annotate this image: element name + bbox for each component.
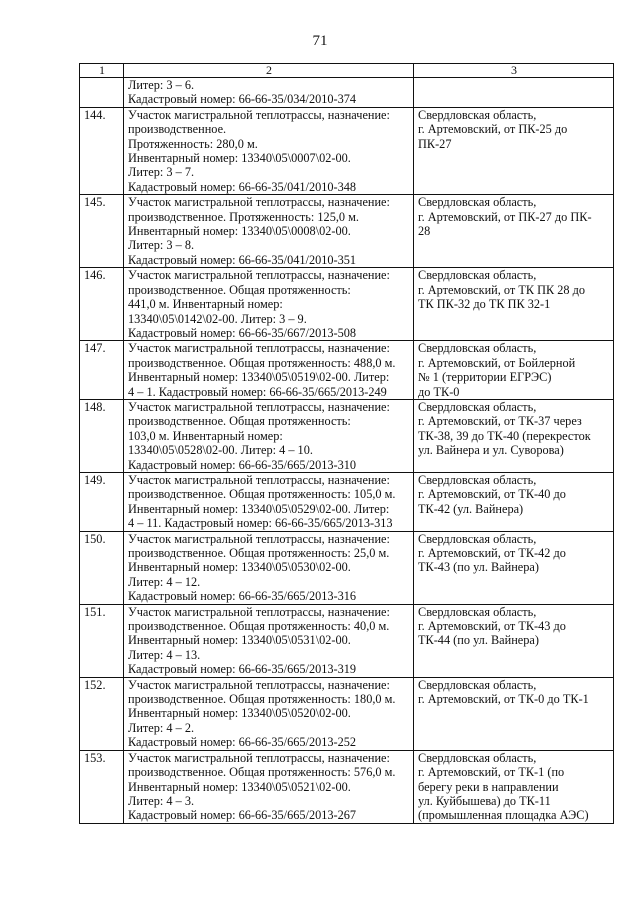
description-line: Литер: 4 – 13. <box>128 647 201 662</box>
description-line: Инвентарный номер: 13340\05\0530\02-00. <box>128 560 351 575</box>
object-location <box>414 399 614 472</box>
description-line: Инвентарный номер: 13340\05\0520\02-00. <box>128 706 351 721</box>
object-location <box>414 78 614 108</box>
description-line: 13340\05\0142\02-00. Литер: 3 – 9. <box>128 311 307 326</box>
description-line: производственное. Протяженность: 125,0 м. <box>128 209 359 224</box>
description-line: Литер: 4 – 3. <box>128 793 195 808</box>
table-row <box>80 472 614 531</box>
description-line: производственное. Общая протяженность: 180,0 м. <box>128 692 396 707</box>
object-location <box>414 472 614 531</box>
table-row <box>80 195 614 268</box>
object-location <box>414 531 614 604</box>
row-number: 144. <box>80 107 124 194</box>
object-location <box>414 750 614 823</box>
row-number: 151. <box>80 604 124 677</box>
description-line: производственное. <box>128 122 227 137</box>
description-line: Участок магистральной теплотрассы, назначение: <box>128 195 390 210</box>
location-line: ТК-38, 39 до ТК-40 (перекресток <box>418 428 591 443</box>
location-line: г. Артемовский, от Бойлерной <box>418 355 576 370</box>
object-location <box>414 677 614 750</box>
row-number: 146. <box>80 268 124 341</box>
location-line: № 1 (территории ЕГРЭС) <box>418 370 552 385</box>
object-location <box>414 107 614 194</box>
row-number: 147. <box>80 341 124 400</box>
table-row <box>80 268 614 341</box>
description-line: производственное. Общая протяженность: 576,0 м. <box>128 765 396 780</box>
location-line: Свердловская область, <box>418 195 537 210</box>
object-description <box>124 472 414 531</box>
column-header-location: 3 <box>414 64 614 78</box>
location-line: ПК-27 <box>418 136 452 151</box>
description-line: Литер: 4 – 12. <box>128 574 201 589</box>
description-line: Инвентарный номер: 13340\05\0529\02-00. Литер: <box>128 501 390 516</box>
row-number <box>80 78 124 108</box>
description-line: Литер: 3 – 8. <box>128 238 195 253</box>
location-line: (промышленная площадка АЭС) <box>418 808 589 823</box>
description-line: производственное. Общая протяженность: <box>128 282 351 297</box>
row-number: 150. <box>80 531 124 604</box>
description-line: 103,0 м. Инвентарный номер: <box>128 428 283 443</box>
object-description <box>124 78 414 108</box>
table-row <box>80 750 614 823</box>
description-line: Инвентарный номер: 13340\05\0519\02-00. Литер: <box>128 370 390 385</box>
location-line: Свердловская область, <box>418 677 537 692</box>
table-row <box>80 399 614 472</box>
description-line: Кадастровый номер: 66-66-35/667/2013-508 <box>128 325 357 340</box>
object-description <box>124 531 414 604</box>
row-number: 149. <box>80 472 124 531</box>
object-description <box>124 107 414 194</box>
location-line: г. Артемовский, от ПК-27 до ПК- <box>418 209 592 224</box>
object-location <box>414 195 614 268</box>
description-line: Литер: 4 – 2. <box>128 720 195 735</box>
column-header-description: 2 <box>124 64 414 78</box>
location-line: Свердловская область, <box>418 107 537 122</box>
description-line: производственное. Общая протяженность: 25,0 м. <box>128 546 390 560</box>
object-description <box>124 750 414 823</box>
location-line: ТК-42 (ул. Вайнера) <box>418 501 524 516</box>
row-number: 145. <box>80 195 124 268</box>
object-description <box>124 677 414 750</box>
description-line: производственное. Общая протяженность: 40,0 м. <box>128 619 390 634</box>
description-line: Участок магистральной теплотрассы, назначение: <box>128 750 390 765</box>
object-location <box>414 341 614 400</box>
location-line: г. Артемовский, от ТК-0 до ТК-1 <box>418 692 589 707</box>
table-row <box>80 78 614 108</box>
object-description <box>124 604 414 677</box>
description-line: Кадастровый номер: 66-66-35/034/2010-374 <box>128 92 357 107</box>
description-line: производственное. Общая протяженность: 488,0 м. <box>128 355 396 370</box>
description-line: Кадастровый номер: 66-66-35/041/2010-351 <box>128 252 357 267</box>
location-line: г. Артемовский, от ТК-43 до <box>418 619 566 634</box>
row-number: 148. <box>80 399 124 472</box>
table-row <box>80 677 614 750</box>
description-line: Инвентарный номер: 13340\05\0008\02-00. <box>128 224 351 239</box>
location-line: ул. Куйбышева) до ТК-11 <box>418 793 551 808</box>
description-line: Протяженность: 280,0 м. <box>128 136 258 151</box>
object-description <box>124 195 414 268</box>
location-line: ТК-43 (по ул. Вайнера) <box>418 560 539 575</box>
description-line: 4 – 1. Кадастровый номер: 66-66-35/665/2013-249 <box>128 384 387 399</box>
description-line: производственное. Общая протяженность: 105,0 м. <box>128 487 396 502</box>
table-row <box>80 531 614 604</box>
location-line: г. Артемовский, от ТК ПК 28 до <box>418 282 586 297</box>
description-line: Участок магистральной теплотрассы, назначение: <box>128 604 390 619</box>
table-header-row <box>80 64 614 78</box>
object-description <box>124 341 414 400</box>
location-line: Свердловская область, <box>418 604 537 619</box>
object-description <box>124 268 414 341</box>
object-description <box>124 399 414 472</box>
page-number: 71 <box>312 33 328 49</box>
description-line: Участок магистральной теплотрассы, назначение: <box>128 399 390 414</box>
description-line: Участок магистральной теплотрассы, назначение: <box>128 268 390 283</box>
location-line: Свердловская область, <box>418 399 537 414</box>
location-line: берегу реки в направлении <box>418 779 559 794</box>
table-row <box>80 341 614 400</box>
table-row <box>80 604 614 677</box>
property-registry-table <box>79 63 614 824</box>
description-line: Инвентарный номер: 13340\05\0531\02-00. <box>128 633 351 648</box>
description-line: Кадастровый номер: 66-66-35/665/2013-316 <box>128 589 357 604</box>
location-line: ТК ПК-32 до ТК ПК 32-1 <box>418 297 551 312</box>
location-line: г. Артемовский, от ТК-42 до <box>418 546 566 560</box>
location-line: Свердловская область, <box>418 472 537 487</box>
location-line: г. Артемовский, от ТК-40 до <box>418 487 566 502</box>
description-line: Кадастровый номер: 66-66-35/041/2010-348 <box>128 179 357 194</box>
description-line: Кадастровый номер: 66-66-35/665/2013-252 <box>128 735 357 750</box>
table-body <box>80 78 614 824</box>
location-line: Свердловская область, <box>418 341 537 356</box>
location-line: г. Артемовский, от ПК-25 до <box>418 122 568 137</box>
description-line: Участок магистральной теплотрассы, назначение: <box>128 341 390 356</box>
location-line: до ТК-0 <box>418 384 460 399</box>
object-location <box>414 268 614 341</box>
description-line: Кадастровый номер: 66-66-35/665/2013-319 <box>128 662 357 677</box>
description-line: Кадастровый номер: 66-66-35/665/2013-310 <box>128 457 357 472</box>
location-line: ул. Вайнера и ул. Суворова) <box>418 443 564 458</box>
description-line: Инвентарный номер: 13340\05\0007\02-00. <box>128 151 351 166</box>
description-line: 13340\05\0528\02-00. Литер: 4 – 10. <box>128 443 313 458</box>
row-number: 152. <box>80 677 124 750</box>
description-line: Кадастровый номер: 66-66-35/665/2013-267 <box>128 808 357 823</box>
location-line: Свердловская область, <box>418 531 537 546</box>
location-line: г. Артемовский, от ТК-37 через <box>418 414 582 429</box>
description-line: 441,0 м. Инвентарный номер: <box>128 297 283 312</box>
table-row <box>80 107 614 194</box>
description-line: производственное. Общая протяженность: <box>128 414 351 429</box>
object-location <box>414 604 614 677</box>
row-number: 153. <box>80 750 124 823</box>
column-header-number: 1 <box>80 64 124 78</box>
description-line: Участок магистральной теплотрассы, назначение: <box>128 677 390 692</box>
description-line: Участок магистральной теплотрассы, назначение: <box>128 107 390 122</box>
description-line: 4 – 11. Кадастровый номер: 66-66-35/665/2013-313 <box>128 516 393 531</box>
location-line: 28 <box>418 224 431 239</box>
location-line: Свердловская область, <box>418 750 537 765</box>
location-line: ТК-44 (по ул. Вайнера) <box>418 633 539 648</box>
location-line: г. Артемовский, от ТК-1 (по <box>418 765 565 780</box>
description-line: Литер: 3 – 7. <box>128 165 195 180</box>
description-line: Участок магистральной теплотрассы, назначение: <box>128 531 390 546</box>
description-line: Инвентарный номер: 13340\05\0521\02-00. <box>128 779 351 794</box>
description-line: Участок магистральной теплотрассы, назначение: <box>128 472 390 487</box>
description-line: Литер: 3 – 6. <box>128 78 195 92</box>
location-line: Свердловская область, <box>418 268 537 283</box>
